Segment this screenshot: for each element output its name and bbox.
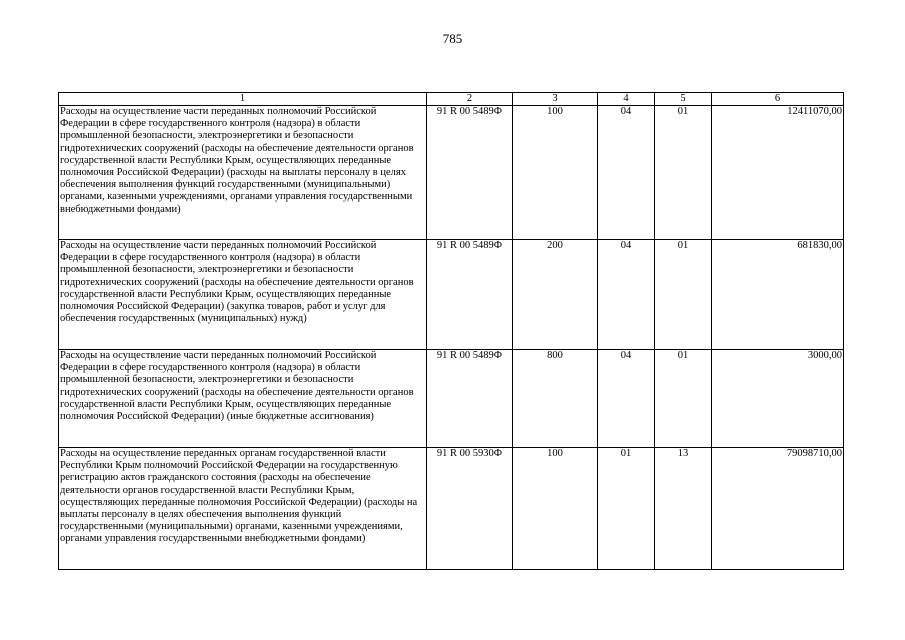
expense-type-cell: 200 [513,240,598,350]
section-cell: 04 [598,240,655,350]
description-cell: Расходы на осуществление части переданных полномочий Российской Федерации в сфере государственного контроля (надзора) в области промышленной безопасности, электроэнергетики и безопасности гидротехнических сооружений (расходы на обеспечение деятельности органов государственной власти Республики Крым, осуществляющих переданные полномочия Российской Федерации) (иные бюджетные ассигнования) [59,350,427,448]
table-row [59,350,844,448]
column-header-5: 5 [655,93,712,106]
target-article-cell: 91 R 00 5489Ф [427,350,513,448]
section-cell: 04 [598,350,655,448]
target-article-cell: 91 R 00 5930Ф [427,448,513,570]
subsection-cell: 01 [655,240,712,350]
column-header-6: 6 [712,93,844,106]
budget-table [58,92,844,570]
amount-cell: 3000,00 [712,350,844,448]
table-row [59,106,844,240]
subsection-cell: 01 [655,350,712,448]
subsection-cell: 01 [655,106,712,240]
section-cell: 04 [598,106,655,240]
subsection-cell: 13 [655,448,712,570]
column-header-2: 2 [427,93,513,106]
target-article-cell: 91 R 00 5489Ф [427,240,513,350]
table-row [59,448,844,570]
expense-type-cell: 800 [513,350,598,448]
target-article-cell: 91 R 00 5489Ф [427,106,513,240]
description-cell: Расходы на осуществление переданных органам государственной власти Республики Крым полномочий Российской Федерации на государственную регистрацию актов гражданского состояния (расходы на обеспечение деятельности органов государственной власти Республики Крым, осуществляющих переданные полномочия Российской Федерации) (расходы на выплаты персоналу в целях обеспечения выполнения функций государственными (муниципальными) органами, казенными учреждениями, органами управления государственными внебюджетными фондами) [59,448,427,570]
column-header-1: 1 [59,93,427,106]
column-header-4: 4 [598,93,655,106]
amount-cell: 12411070,00 [712,106,844,240]
page-number: 785 [442,31,463,46]
expense-type-cell: 100 [513,106,598,240]
expense-type-cell: 100 [513,448,598,570]
table-header-row [59,93,844,106]
amount-cell: 681830,00 [712,240,844,350]
column-header-3: 3 [513,93,598,106]
description-cell: Расходы на осуществление части переданных полномочий Российской Федерации в сфере государственного контроля (надзора) в области промышленной безопасности, электроэнергетики и безопасности гидротехнических сооружений (расходы на обеспечение деятельности органов государственной власти Республики Крым, осуществляющих переданные полномочия Российской Федерации) (закупка товаров, работ и услуг для обеспечения государственных (муниципальных) нужд) [59,240,427,350]
amount-cell: 79098710,00 [712,448,844,570]
section-cell: 01 [598,448,655,570]
description-cell: Расходы на осуществление части переданных полномочий Российской Федерации в сфере государственного контроля (надзора) в области промышленной безопасности, электроэнергетики и безопасности гидротехнических сооружений (расходы на обеспечение деятельности органов государственной власти Республики Крым, осуществляющих переданные полномочия Российской Федерации) (расходы на выплаты персоналу в целях обеспечения выполнения функций государственными (муниципальными) органами, казенными учреждениями, органами управления государственными внебюджетными фондами) [59,106,427,240]
table-row [59,240,844,350]
